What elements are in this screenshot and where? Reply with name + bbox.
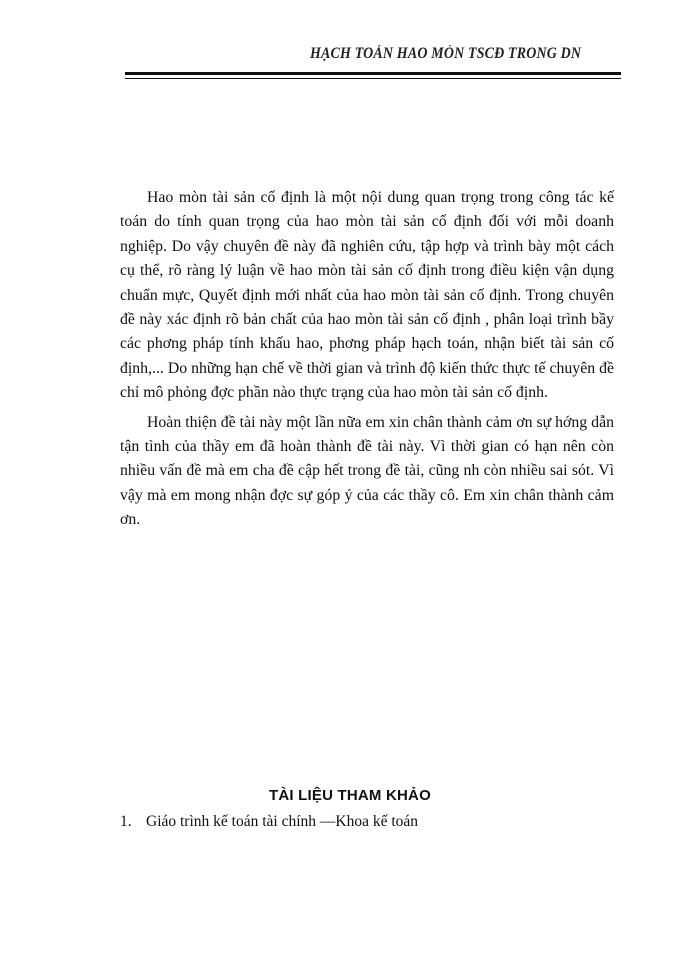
references-list — [120, 810, 614, 834]
reference-number: 1. — [120, 813, 132, 830]
header-rule-thin — [125, 78, 621, 79]
paragraph-acknowledgement: Hoàn thiện đề tài này một lần nữa em xin chân thành cảm ơn sự hớng dẫn tận tình của thầy em đã hoàn thành đề tài này. Vì thời gian có hạn nên còn nhiều vấn đề mà em cha đề cập hết trong đề tài, cũng nh còn nhiều sai sót. Vì vậy mà em mong nhận đợc sự góp ý của các thầy cô. Em xin chân thành cảm ơn. — [120, 413, 614, 529]
header-rule-thick — [125, 72, 621, 75]
body-text — [120, 186, 614, 538]
paragraph-summary: Hao mòn tài sản cố định là một nội dung quan trọng trong công tác kế toán do tính quan trọng của hao mòn tài sản cố định đối với mỗi doanh nghiệp. Do vậy chuyên đề này đã nghiên cứu, tập hợp và trình bày một cách cụ thể, rõ ràng lý luận về hao mòn tài sản cố định trong điều kiện vận dụng chuẩn mực, Quyết định mới nhất của hao mòn tài sản cố định. Trong chuyên đề này xác định rõ bản chất của hao mòn tài sản cố định , phân loại trình bầy các phơng pháp tính khấu hao, phơng pháp hạch toán, nhận biết tài sản cố định,... Do những hạn chế về thời gian và trình độ kiến thức thực tế chuyên đề chỉ mô phỏng đợc phần nào thực trạng của hao mòn tài sản cố định. — [120, 189, 614, 402]
running-header-title: HẠCH TOÁN HAO MÒN TSCĐ TRONG DN — [310, 45, 582, 62]
reference-text: Giáo trình kế toán tài chính —Khoa kế toán — [146, 813, 419, 830]
reference-item — [120, 810, 614, 834]
references-heading: TÀI LIỆU THAM KHẢO — [269, 787, 431, 804]
